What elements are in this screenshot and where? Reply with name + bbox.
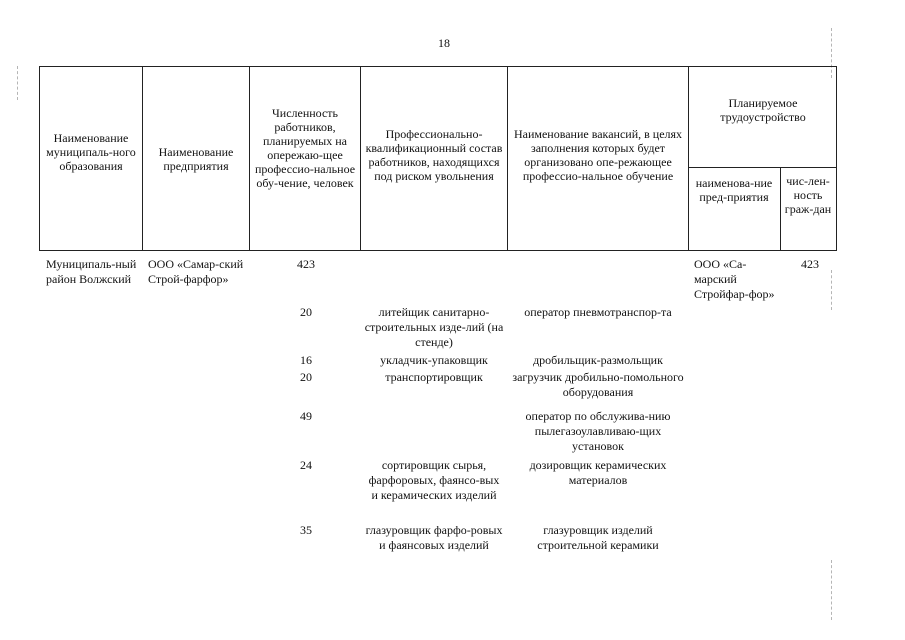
column-divider bbox=[360, 66, 361, 251]
item-vacancy: дробильщик-размольщик bbox=[533, 353, 663, 367]
header-sub-count: чис-лен-ность граж-дан bbox=[784, 174, 832, 216]
cell-total-count: 423 bbox=[297, 257, 315, 271]
header-municipality: Наименование муниципаль-ного образования bbox=[46, 131, 136, 173]
item-count: 20 bbox=[300, 370, 312, 384]
item-vacancy: глазуровщик изделий строительной керамики bbox=[537, 523, 659, 552]
column-divider bbox=[780, 167, 781, 251]
column-divider bbox=[688, 66, 689, 251]
column-divider bbox=[507, 66, 508, 251]
scan-margin-mark bbox=[831, 28, 832, 78]
table-border-bottom bbox=[39, 250, 837, 251]
header-planned-employment: Планируемое трудоустройство bbox=[720, 96, 806, 124]
header-prof-composition: Профессионально-квалификационный состав работников, находящихся под риском увольнения bbox=[365, 127, 503, 183]
item-count: 49 bbox=[300, 409, 312, 423]
cell-target-enterprise: ООО «Са-марский Стройфар-фор» bbox=[694, 257, 775, 301]
table-border-right bbox=[836, 66, 837, 251]
item-vacancy: загрузчик дробильно-помольного оборудования bbox=[512, 370, 684, 399]
subheader-divider bbox=[688, 167, 837, 168]
item-profession: укладчик-упаковщик bbox=[380, 353, 488, 367]
item-profession: сортировщик сырья, фарфоровых, фаянсо-вых и керамических изделий bbox=[368, 458, 500, 502]
header-sub-enterprise: наименова-ние пред-приятия bbox=[695, 176, 773, 204]
cell-enterprise: ООО «Самар-ский Строй-фарфор» bbox=[148, 257, 244, 286]
item-profession: транспортировщик bbox=[385, 370, 483, 384]
cell-target-count: 423 bbox=[801, 257, 819, 271]
table-border-top bbox=[39, 66, 837, 67]
item-count: 20 bbox=[300, 305, 312, 319]
page-number: 18 bbox=[438, 36, 450, 50]
column-divider bbox=[142, 66, 143, 251]
scan-margin-mark bbox=[831, 270, 832, 310]
item-vacancy: дозировщик керамических материалов bbox=[529, 458, 667, 487]
scan-margin-mark bbox=[831, 560, 832, 620]
table-border-left bbox=[39, 66, 40, 251]
header-enterprise: Наименование предприятия bbox=[158, 145, 234, 173]
column-divider bbox=[249, 66, 250, 251]
item-vacancy: оператор по обслужива-нию пылегазоулавливаю-щих установок bbox=[525, 409, 671, 453]
item-profession: литейщик санитарно-строительных изде-лий (на стенде) bbox=[364, 305, 504, 349]
cell-municipality: Муниципаль-ный район Волжский bbox=[46, 257, 137, 286]
header-workers-count: Численность работников, планируемых на опережаю-щее профессио-нальное обу-чение, человек bbox=[254, 106, 356, 190]
item-profession: глазуровщик фарфо-ровых и фаянсовых изделий bbox=[365, 523, 503, 552]
item-vacancy: оператор пневмотранспор-та bbox=[524, 305, 672, 319]
item-count: 16 bbox=[300, 353, 312, 367]
header-vacancies: Наименование вакансий, в целях заполнения которых будет организовано опе-режающее профессио-нальное обучение bbox=[513, 127, 683, 183]
item-count: 35 bbox=[300, 523, 312, 537]
item-count: 24 bbox=[300, 458, 312, 472]
scan-margin-mark bbox=[17, 66, 18, 100]
